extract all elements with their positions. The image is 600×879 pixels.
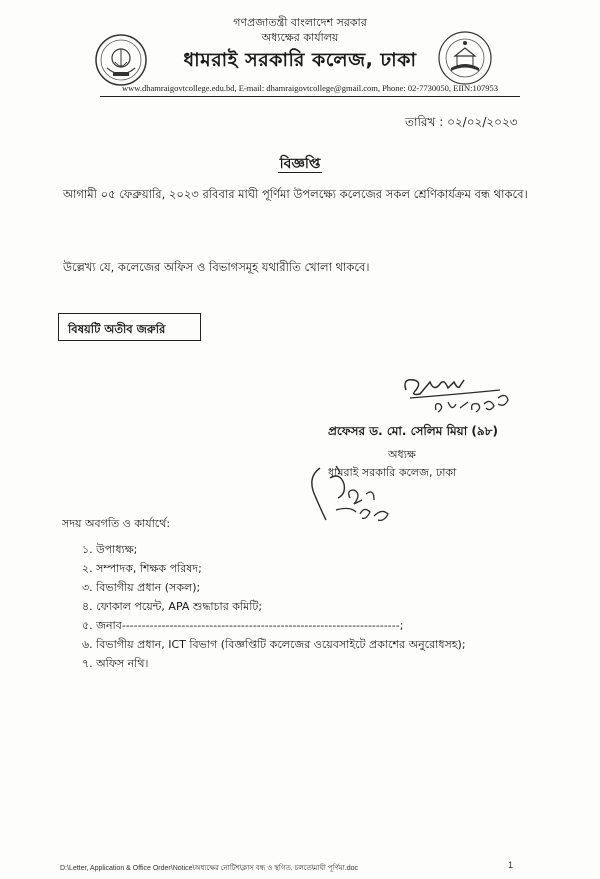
cc-item: ৫. জনাব----------------------------------------------------------------------; bbox=[82, 619, 404, 632]
notice-title-text: বিজ্ঞপ্তি bbox=[279, 156, 321, 172]
header-government-line: গণপ্রজাতন্ত্রী বাংলাদেশ সরকার bbox=[233, 16, 367, 29]
footer-page-number: 1 bbox=[508, 860, 514, 870]
cc-item: ১. উপাধ্যক্ষ; bbox=[82, 543, 138, 556]
signatory-designation: অধ্যক্ষ bbox=[388, 448, 416, 461]
cc-item: ৬. বিভাগীয় প্রধান, ICT বিভাগ (বিজ্ঞপ্তিটি কলেজের ওয়েবসাইটে প্রকাশের অনুরোধসহ); bbox=[82, 638, 466, 651]
notice-paragraph-1: আগামী ০৫ ফেব্রুয়ারি, ২০২৩ রবিবার মাঘী পূর্ণিমা উপলক্ষ্যে কলেজের সকল শ্রেণিকার্যক্রম বন্ধ থাকবে। bbox=[63, 187, 528, 201]
notice-date: তারিখ : ০২/০২/২০২৩ bbox=[405, 115, 518, 129]
header-divider bbox=[100, 96, 520, 97]
signatory-name: প্রফেসর ড. মো. সেলিম মিয়া (৯৮) bbox=[328, 424, 498, 438]
header-contact-line: www.dhamraigovtcollege.edu.bd, E-mail: dhamraigovtcollege@gmail.com, Phone: 02-7730050, EIIN:107953 bbox=[122, 83, 498, 93]
cc-item: ৭. অফিস নথি। bbox=[82, 657, 149, 670]
footer-file-path: D:\Letter, Application & Office Order\Notice\অধ্যক্ষের নোটিশ\ক্লাস বন্ধ ও স্থগিত. চলতে\মাঘী পূর্ণিমা.doc bbox=[60, 865, 358, 872]
header-college-name: ধামরাই সরকারি কলেজ, ঢাকা bbox=[183, 49, 417, 71]
notice-title bbox=[0, 152, 600, 176]
header-office-line: অধ্যক্ষের কার্যালয় bbox=[261, 31, 339, 44]
cc-item: ৪. ফোকাল পয়েন্ট, APA শুদ্ধাচার কমিটি; bbox=[82, 600, 263, 613]
cc-item: ৩. বিভাগীয় প্রধান (সকল); bbox=[82, 581, 201, 594]
cc-heading: সদয় অবগতি ও কার্যার্থে: bbox=[62, 517, 171, 530]
notice-paragraph-2: উল্লেখ্য যে, কলেজের অফিস ও বিভাগসমূহ যথারীতি খোলা থাকবে। bbox=[63, 260, 370, 274]
urgent-notice-box bbox=[58, 313, 201, 341]
urgent-notice-text: বিষয়টি অতীব জরুরি bbox=[68, 322, 166, 336]
cc-item: ২. সম্পাদক, শিক্ষক পরিষদ; bbox=[82, 562, 202, 575]
signatory-institution: ধামরাই সরকারি কলেজ, ঢাকা bbox=[328, 466, 457, 479]
handwritten-initials bbox=[300, 448, 410, 542]
principal-signature bbox=[400, 368, 515, 422]
cc-recipient-list bbox=[82, 540, 522, 673]
